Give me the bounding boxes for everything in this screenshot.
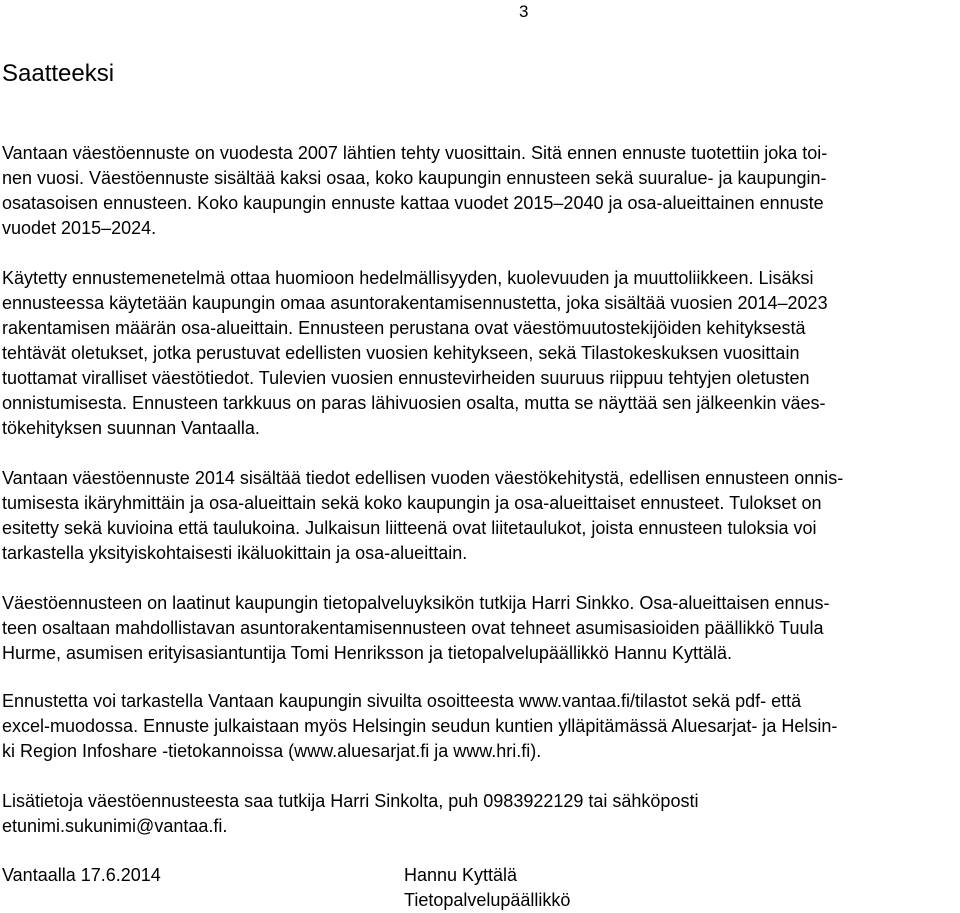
text-line: Ennustetta voi tarkastella Vantaan kaupungin sivuilta osoitteesta www.vantaa.fi/tilastot sekä pdf- että xyxy=(2,691,802,711)
text-line: rakentamisen määrän osa-alueittain. Ennusteen perustana ovat väestömuutostekijöiden kehityksestä xyxy=(2,318,806,338)
text-line: excel-muodossa. Ennuste julkaistaan myös Helsingin seudun kuntien ylläpitämässä Aluesarjat- ja Helsin- xyxy=(2,716,838,736)
text-line: vuodet 2015–2024. xyxy=(2,218,157,238)
text-line: tuottamat viralliset väestötiedot. Tulevien vuosien ennustevirheiden suuruus riippuu tehtyjen oletusten xyxy=(2,368,810,388)
page-number: 3 xyxy=(519,2,529,21)
text-line: onnistumisesta. Ennusteen tarkkuus on paras lähivuosien osalta, mutta se näyttää sen jälkeenkin väes- xyxy=(2,393,826,413)
text-line: etunimi.sukunimi@vantaa.fi. xyxy=(2,816,228,836)
text-line: tarkastella yksityiskohtaisesti ikäluokittain ja osa-alueittain. xyxy=(2,543,468,563)
text-line: Vantaan väestöennuste on vuodesta 2007 lähtien tehty vuosittain. Sitä ennen ennuste tuotettiin joka toi- xyxy=(2,143,828,163)
text-line: Käytetty ennustemenetelmä ottaa huomioon hedelmällisyyden, kuolevuuden ja muuttoliikkeen. Lisäksi xyxy=(2,268,814,288)
text-line: esitetty sekä kuvioina että taulukoina. Julkaisun liitteenä ovat liitetaulukot, joista ennusteen tuloksia voi xyxy=(2,518,817,538)
text-line: Lisätietoja väestöennusteesta saa tutkija Harri Sinkolta, puh 0983922129 tai sähköposti xyxy=(2,791,699,811)
text-line: tehtävät oletukset, jotka perustuvat edellisten vuosien kehitykseen, sekä Tilastokeskuksen vuosittain xyxy=(2,343,800,363)
text-line: Hurme, asumisen erityisasiantuntija Tomi Henriksson ja tietopalvelupäällikkö Hannu Kyttälä. xyxy=(2,643,733,663)
text-line: teen osaltaan mahdollistavan asuntorakentamisennusteen ovat tehneet asumisasioiden päällikkö Tuula xyxy=(2,618,824,638)
page-title: Saatteeksi xyxy=(2,60,115,87)
text-line: nen vuosi. Väestöennuste sisältää kaksi osaa, koko kaupungin ennusteen sekä suuralue- ja kaupungin- xyxy=(2,168,827,188)
text-line: Väestöennusteen on laatinut kaupungin tietopalveluyksikön tutkija Harri Sinkko. Osa-alueittaisen ennus- xyxy=(2,593,830,613)
text-line: tökehityksen suunnan Vantaalla. xyxy=(2,418,260,438)
place-date: Vantaalla 17.6.2014 xyxy=(2,865,161,885)
signer-name: Hannu Kyttälä xyxy=(404,865,518,885)
text-line: ki Region Infoshare -tietokannoissa (www.aluesarjat.fi ja www.hri.fi). xyxy=(2,741,542,761)
text-line: ennusteessa käytetään kaupungin omaa asuntorakentamisennustetta, joka sisältää vuosien 2014–2023 xyxy=(2,293,828,313)
text-line: osatasoisen ennusteen. Koko kaupungin ennuste kattaa vuodet 2015–2040 ja osa-alueittainen ennuste xyxy=(2,193,824,213)
signer-title: Tietopalvelupäällikkö xyxy=(404,890,571,910)
text-line: Vantaan väestöennuste 2014 sisältää tiedot edellisen vuoden väestökehitystä, edellisen ennusteen onnis- xyxy=(2,468,844,488)
text-line: tumisesta ikäryhmittäin ja osa-alueittain sekä koko kaupungin ja osa-alueittaiset ennusteet. Tulokset on xyxy=(2,493,822,513)
